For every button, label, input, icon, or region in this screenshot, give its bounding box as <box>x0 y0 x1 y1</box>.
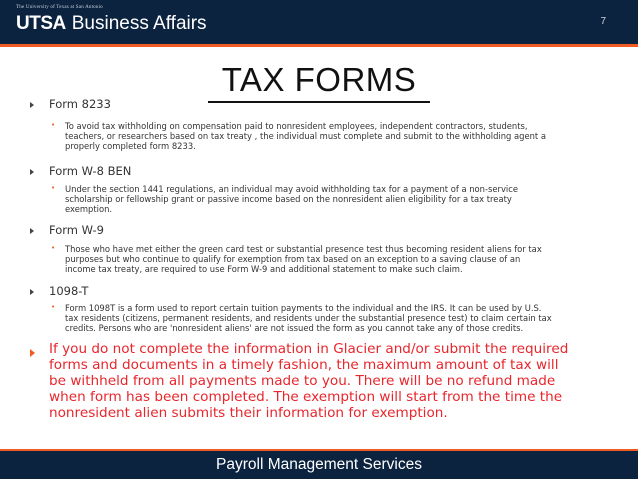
description-line: exemption. <box>65 204 113 214</box>
description-line: income tax treaty, are required to use Form W-9 and additional statement to make such claim. <box>65 264 463 274</box>
bullet-dot-icon: • <box>51 121 56 129</box>
description-line: purposes but who continue to qualify for exemption from tax based on an exception to a saving clause of an <box>65 254 521 264</box>
item-heading: 1098-T <box>49 284 89 298</box>
title-underline <box>208 101 430 103</box>
header-accent-rule <box>0 44 638 47</box>
description-line: properly completed form 8233. <box>65 141 196 151</box>
description-line: credits. Persons who are 'nonresident aliens' are not issued the form as you cannot take any of those credits. <box>65 323 524 333</box>
page-title: TAX FORMS <box>221 61 417 98</box>
item-heading: Form W-9 <box>49 223 104 237</box>
bullet-arrow-icon <box>30 102 34 108</box>
utsa-logo: UTSA <box>16 13 66 34</box>
warning-line: be withheld from all payments made to you. There will be no refund made <box>49 373 556 389</box>
bullet-arrow-icon <box>30 289 34 295</box>
warning-line: If you do not complete the information in Glacier and/or submit the required <box>49 341 569 357</box>
warning-line: nonresident alien submits their information for exemption. <box>49 405 448 421</box>
warning-arrow-icon <box>30 349 35 357</box>
item-description <box>65 121 615 151</box>
warning-line: when form has been completed. The exemption will start from the time the <box>49 389 563 405</box>
page-number: 7 <box>600 16 606 27</box>
item-heading: Form 8233 <box>49 97 111 111</box>
item-heading: Form W-8 BEN <box>49 164 132 178</box>
bullet-dot-icon: • <box>51 244 56 252</box>
warning-notice <box>49 341 619 421</box>
university-line: The University of Texas at San Antonio <box>16 5 103 10</box>
bullet-dot-icon: • <box>51 303 56 311</box>
bullet-dot-icon: • <box>51 184 56 192</box>
description-line: Form 1098T is a form used to report certain tuition payments to the individual and the IRS. It can be used by U.S. <box>65 303 542 313</box>
footer-text: Payroll Management Services <box>216 456 422 473</box>
description-line: scholarship or fellowship grant or passive income based on the nonresident alien eligibility for a tax treaty <box>65 194 512 204</box>
header-bar <box>0 0 638 44</box>
bullet-arrow-icon <box>30 228 34 234</box>
footer-bar <box>0 451 638 479</box>
description-line: Those who have met either the green card test or substantial presence test thus becoming resident aliens for tax <box>65 244 542 254</box>
brand-logo <box>16 13 207 35</box>
description-line: To avoid tax withholding on compensation paid to nonresident employees, independent contractors, students, <box>65 121 528 131</box>
description-line: Under the section 1441 regulations, an individual may avoid withholding tax for a payment of a non-service <box>65 184 519 194</box>
item-description <box>65 303 615 333</box>
description-line: teachers, or researchers based on tax treaty , the individual must complete and submit to the withholding agent a <box>65 131 546 141</box>
description-line: tax residents (citizens, permanent residents, and residents under the substantial presence test) to claim certain tax <box>65 313 552 323</box>
item-description <box>65 244 615 274</box>
department-name: Business Affairs <box>71 13 207 34</box>
warning-line: forms and documents in a timely fashion, the maximum amount of tax will <box>49 357 559 373</box>
item-description <box>65 184 615 214</box>
bullet-arrow-icon <box>30 169 34 175</box>
